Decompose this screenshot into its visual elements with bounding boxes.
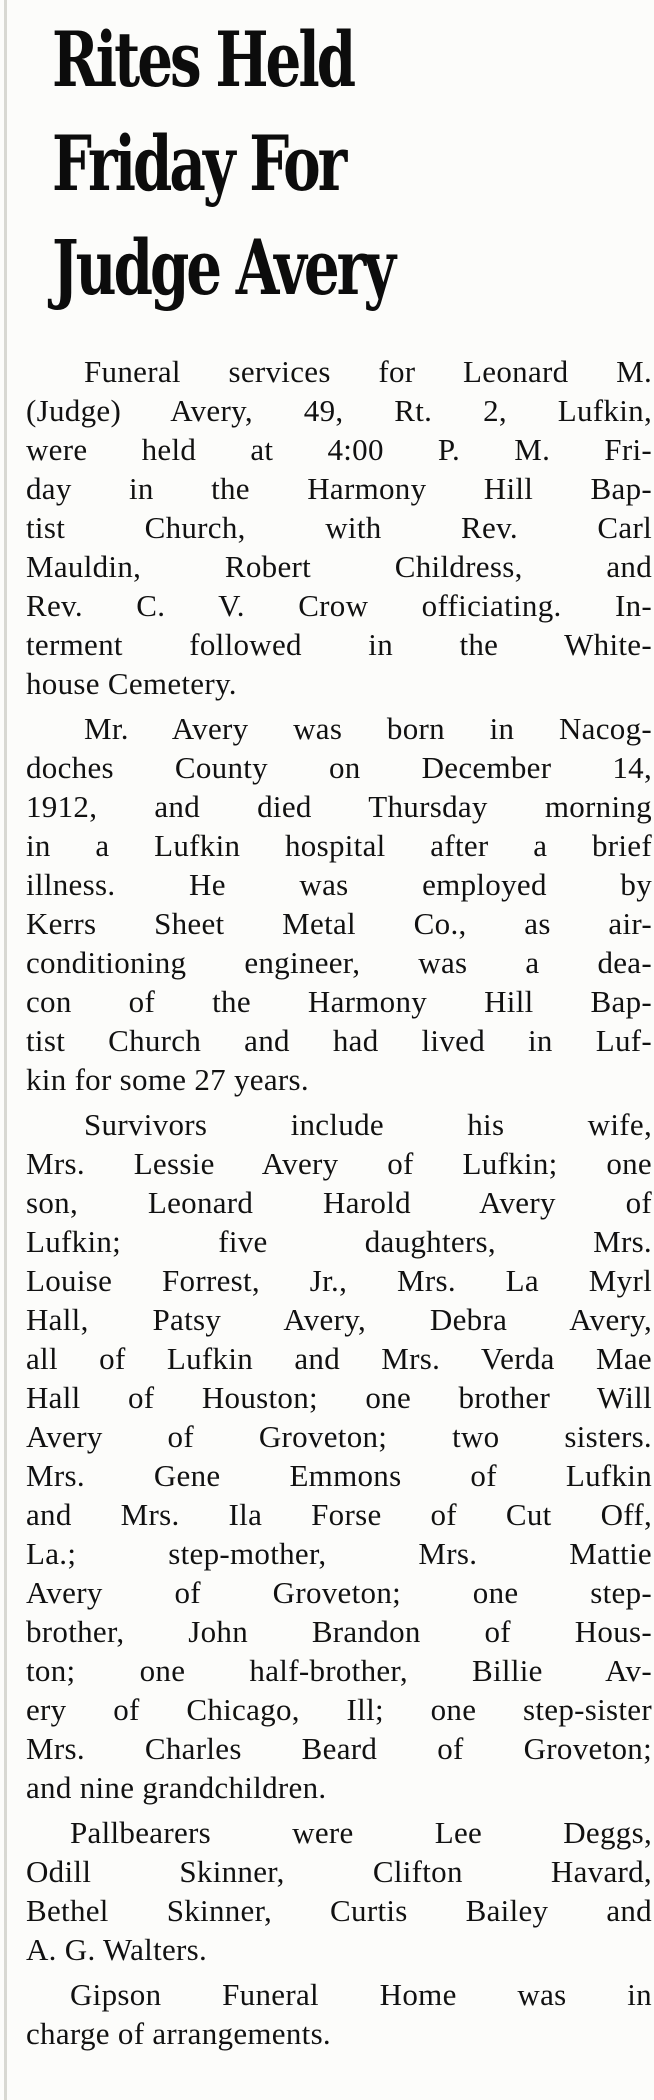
paragraph-survivors xyxy=(26,1105,654,1807)
text-line: 1912, and died Thursday morning xyxy=(26,789,652,824)
text-line: Avery of Groveton; two sisters. xyxy=(26,1419,652,1454)
text-line: and Mrs. Ila Forse of Cut Off, xyxy=(26,1497,652,1532)
text-line: Hall, Patsy Avery, Debra Avery, xyxy=(26,1302,652,1337)
text-line: tist Church and had lived in Luf- xyxy=(26,1023,652,1058)
text-line: Survivors include his wife, xyxy=(84,1107,652,1142)
headline-line: Friday For xyxy=(52,119,345,208)
text-line: (Judge) Avery, 49, Rt. 2, Lufkin, xyxy=(26,393,652,428)
text-line: Lufkin; five daughters, Mrs. xyxy=(26,1224,652,1259)
text-line: Funeral services for Leonard M. xyxy=(84,354,652,389)
text-line: Kerrs Sheet Metal Co., as air- xyxy=(26,906,652,941)
text-line: Mauldin, Robert Childress, and xyxy=(26,549,652,584)
text-line: Pallbearers were Lee Deggs, xyxy=(70,1815,652,1850)
text-line: Louise Forrest, Jr., Mrs. La Myrl xyxy=(26,1263,652,1298)
text-line: Odill Skinner, Clifton Havard, xyxy=(26,1854,652,1889)
text-line: were held at 4:00 P. M. Fri- xyxy=(26,432,652,467)
text-line: La.; step-mother, Mrs. Mattie xyxy=(26,1536,652,1571)
text-line: son, Leonard Harold Avery of xyxy=(26,1185,652,1220)
text-line: kin for some 27 years. xyxy=(26,1062,309,1097)
text-line: Hall of Houston; one brother Will xyxy=(26,1380,652,1415)
text-line: con of the Harmony Hill Bap- xyxy=(26,984,652,1019)
paragraph-services xyxy=(26,352,654,703)
paragraph-biography xyxy=(26,709,654,1099)
text-line: house Cemetery. xyxy=(26,666,237,701)
text-line: Mr. Avery was born in Nacog- xyxy=(84,711,652,746)
paragraph-pallbearers xyxy=(26,1813,654,1969)
text-line: Bethel Skinner, Curtis Bailey and xyxy=(26,1893,652,1928)
text-line: tist Church, with Rev. Carl xyxy=(26,510,652,545)
text-line: Gipson Funeral Home was in xyxy=(70,1977,652,2012)
text-line: all of Lufkin and Mrs. Verda Mae xyxy=(26,1341,652,1376)
article-body xyxy=(26,352,654,2053)
text-line: Rev. C. V. Crow officiating. In- xyxy=(26,588,652,623)
text-line: day in the Harmony Hill Bap- xyxy=(26,471,652,506)
text-line: in a Lufkin hospital after a brief xyxy=(26,828,652,863)
text-line: and nine grandchildren. xyxy=(26,1770,327,1805)
text-line: doches County on December 14, xyxy=(26,750,652,785)
text-line: Mrs. Lessie Avery of Lufkin; one xyxy=(26,1146,652,1181)
text-line: brother, John Brandon of Hous- xyxy=(26,1614,652,1649)
text-line: ery of Chicago, Ill; one step-sister xyxy=(26,1692,652,1727)
headline-line: Judge Avery xyxy=(52,223,394,312)
text-line: Avery of Groveton; one step- xyxy=(26,1575,652,1610)
paragraph-arrangements xyxy=(26,1975,654,2053)
text-line: ton; one half-brother, Billie Av- xyxy=(26,1653,652,1688)
text-line: conditioning engineer, was a dea- xyxy=(26,945,652,980)
column-rule xyxy=(4,0,7,2100)
text-line: terment followed in the White- xyxy=(26,627,652,662)
text-line: Mrs. Charles Beard of Groveton; xyxy=(26,1731,652,1766)
text-line: Mrs. Gene Emmons of Lufkin xyxy=(26,1458,652,1493)
text-line: A. G. Walters. xyxy=(26,1932,208,1967)
headline xyxy=(52,8,466,320)
text-line: charge of arrangements. xyxy=(26,2016,331,2051)
text-line: illness. He was employed by xyxy=(26,867,652,902)
headline-line: Rites Held xyxy=(52,15,354,104)
